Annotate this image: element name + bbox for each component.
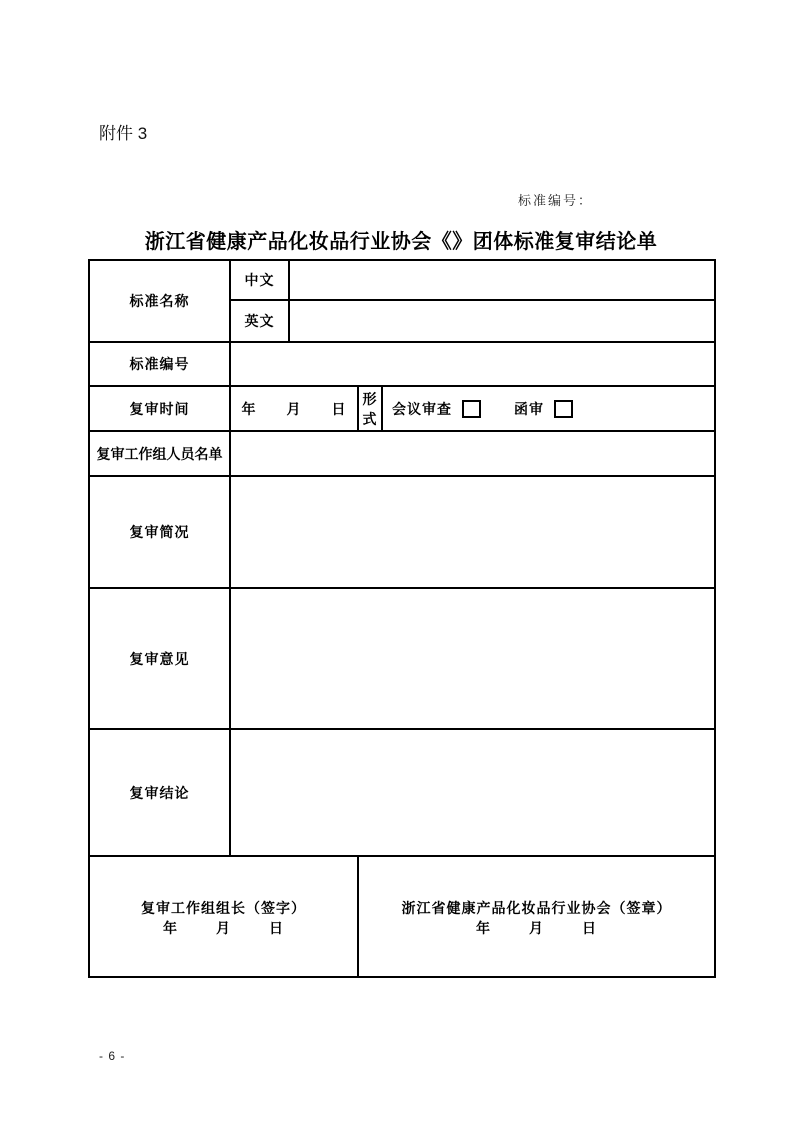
standard-number-caption: 标准编号： — [518, 193, 594, 208]
month-label: 月 — [286, 402, 302, 418]
association-seal-label: 浙江省健康产品化妆品行业协会（签章） — [401, 901, 672, 917]
meeting-review-checkbox[interactable] — [462, 400, 481, 418]
year-label: 年 — [241, 402, 257, 418]
review-conclusion-label: 复审结论 — [89, 729, 230, 856]
review-time-label: 复审时间 — [89, 386, 230, 431]
review-opinion-label: 复审意见 — [89, 588, 230, 729]
standard-name-cn-field[interactable] — [289, 260, 715, 300]
month-label: 月 — [529, 921, 544, 937]
review-date-placeholders — [242, 399, 347, 419]
chinese-label: 中文 — [230, 260, 289, 300]
review-conclusion-field[interactable] — [230, 729, 715, 856]
standard-code-label: 标准编号 — [89, 342, 230, 386]
leader-signature-label: 复审工作组组长（签字） — [141, 901, 306, 917]
association-seal-date — [476, 918, 597, 938]
standard-name-en-field[interactable] — [289, 300, 715, 342]
format-label: 形式 — [358, 386, 382, 431]
review-opinion-field[interactable] — [230, 588, 715, 729]
day-label: 日 — [582, 921, 597, 937]
standard-name-label: 标准名称 — [89, 260, 230, 342]
form-title: 浙江省健康产品化妆品行业协会《》团体标准复审结论单 — [144, 231, 658, 253]
meeting-review-label: 会议审查 — [392, 402, 452, 418]
review-summary-field[interactable] — [230, 476, 715, 588]
standard-code-field[interactable] — [230, 342, 715, 386]
leader-signature-cell[interactable] — [89, 856, 358, 977]
review-mode-options — [383, 399, 714, 419]
month-label: 月 — [216, 921, 231, 937]
review-team-label: 复审工作组人员名单 — [89, 431, 230, 476]
review-time-field[interactable] — [230, 386, 358, 431]
day-label: 日 — [331, 402, 347, 418]
review-conclusion-form-table — [88, 259, 716, 978]
attachment-heading: 附件 3 — [99, 124, 148, 143]
day-label: 日 — [269, 921, 284, 937]
year-label: 年 — [163, 921, 178, 937]
table-row — [89, 260, 715, 300]
review-team-field[interactable] — [230, 431, 715, 476]
table-row — [89, 588, 715, 729]
table-row — [89, 431, 715, 476]
table-row — [89, 386, 715, 431]
letter-review-checkbox[interactable] — [554, 400, 573, 418]
page-number: - 6 - — [99, 1049, 126, 1063]
review-summary-label: 复审简况 — [89, 476, 230, 588]
table-row — [89, 856, 715, 977]
association-seal-cell[interactable] — [358, 856, 715, 977]
year-label: 年 — [476, 921, 491, 937]
review-format-field — [382, 386, 715, 431]
table-row — [89, 342, 715, 386]
table-row — [89, 476, 715, 588]
table-row — [89, 729, 715, 856]
english-label: 英文 — [230, 300, 289, 342]
leader-signature-date — [163, 918, 284, 938]
letter-review-label: 函审 — [514, 402, 544, 418]
